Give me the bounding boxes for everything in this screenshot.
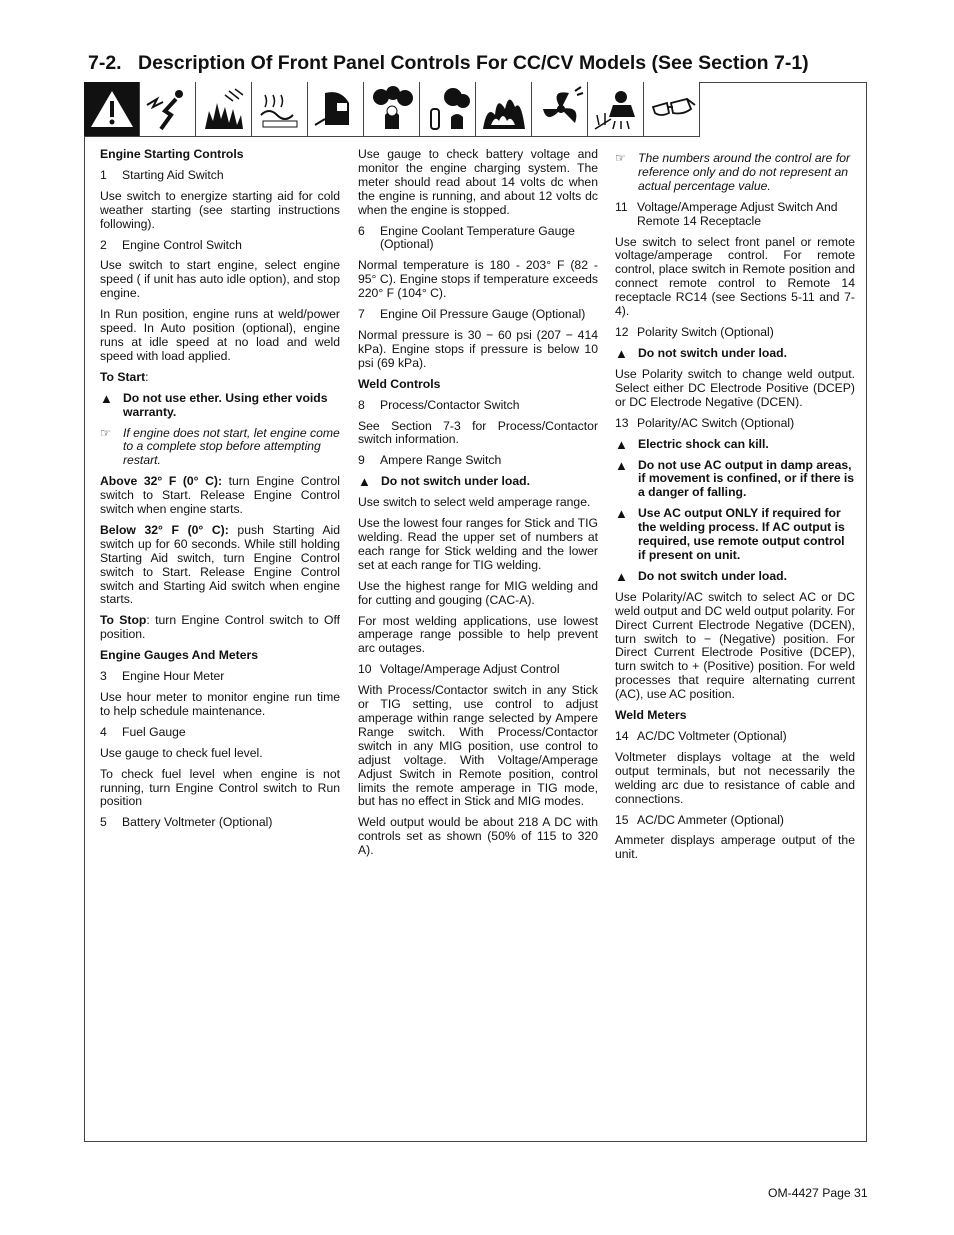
- fan-entanglement-icon: [532, 82, 588, 137]
- control-item-1: [100, 169, 340, 183]
- note-numbers: [615, 152, 855, 194]
- warning-text: Do not switch under load.: [381, 474, 530, 489]
- warning-triangle-icon: ▲: [615, 436, 628, 452]
- warning-triangle-icon: [84, 82, 140, 137]
- section-title: [88, 52, 809, 75]
- item-label: AC/DC Voltmeter (Optional): [637, 729, 787, 743]
- item-number: 2: [100, 237, 107, 252]
- pointing-hand-icon: ☞: [615, 151, 626, 165]
- column-1: [100, 148, 340, 837]
- paragraph: Normal pressure is 30 − 60 psi (207 − 414 kPa). Engine stops if pressure is below 10 psi (69 kPa).: [358, 327, 598, 370]
- to-start-colon: :: [145, 369, 149, 384]
- paragraph-above-32: [100, 475, 340, 517]
- paragraph: Use switch to start engine, select engine speed ( if unit has auto idle option), and stop engine.: [100, 258, 340, 301]
- safety-icon-strip: [84, 82, 700, 138]
- electric-shock-icon: [140, 82, 196, 137]
- below-32-label: Below 32° F (0° C):: [100, 522, 229, 537]
- warning-ac-only: [615, 507, 855, 563]
- paragraph: Use switch to select front panel or remote voltage/amperage control. For remote control, place switch in Remote position and connect remote control to Remote 14 receptacle RC14 (see Sections 5-11 and 7-4).: [615, 234, 855, 319]
- item-label: Fuel Gauge: [122, 724, 186, 739]
- warning-damp: [615, 459, 855, 501]
- item-number: 15: [615, 812, 629, 827]
- item-number: 14: [615, 729, 629, 743]
- item-label: Process/Contactor Switch: [380, 397, 520, 412]
- warning-triangle-icon: ▲: [615, 345, 628, 361]
- paragraph: Weld output would be about 218 A DC with controls set as shown (50% of 115 to 320 A).: [358, 815, 598, 858]
- warning-switch-load: [615, 570, 855, 584]
- flames-icon: [476, 82, 532, 137]
- paragraph: Use Polarity switch to change weld output. Select either DC Electrode Positive (DCEP) or DC Electrode Negative (DCEN).: [615, 366, 855, 409]
- item-label: Ampere Range Switch: [380, 453, 502, 468]
- warning-text: Do not switch under load.: [638, 345, 787, 360]
- paragraph: Use hour meter to monitor engine run time to help schedule maintenance.: [100, 690, 340, 718]
- item-label: Voltage/Amperage Adjust Control: [380, 662, 560, 677]
- note-text: The numbers around the control are for reference only and do not represent an actual percentage value.: [638, 151, 851, 193]
- item-label: Battery Voltmeter (Optional): [122, 815, 273, 830]
- welding-rays-icon: [588, 82, 644, 137]
- below-32-text: push Starting Aid switch up for 60 seconds. While still holding Starting Aid switch, turn Engine Control switch to Start. Release Engine Control switch and Starting Aid switch when engine starts.: [100, 522, 340, 607]
- paragraph: Use the lowest four ranges for Stick and TIG welding. Read the upper set of numbers at each range for Stick welding and the lower set at each range for TIG welding.: [358, 516, 598, 572]
- control-item-2: [100, 239, 340, 253]
- control-item-6: [358, 225, 598, 253]
- warning-ether: [100, 392, 340, 420]
- heading-weld-controls: Weld Controls: [358, 376, 441, 391]
- item-label: Engine Control Switch: [122, 237, 242, 252]
- item-number: 5: [100, 815, 107, 830]
- paragraph: Use gauge to check fuel level.: [100, 745, 263, 760]
- hot-parts-icon: [252, 82, 308, 137]
- item-number: 10: [358, 662, 372, 677]
- item-number: 1: [100, 167, 107, 182]
- item-number: 6: [358, 223, 365, 238]
- item-label: Polarity/AC Switch (Optional): [637, 415, 795, 430]
- warning-triangle-icon: ▲: [358, 474, 371, 490]
- paragraph: For most welding applications, use lowest amperage range possible to help prevent arc outages.: [358, 613, 598, 656]
- welding-helmet-icon: [308, 82, 364, 137]
- paragraph: Use Polarity/AC switch to select AC or DC weld output and DC weld output polarity. For Direct Current Electrode Negative (DCEN), turn switch to − (Negative) position. For Direct Current Electrode Positive (DCEP), turn switch to + (Positive) position. For weld processes that require alternating current (AC), use AC position.: [615, 589, 855, 702]
- warning-switch-load: [615, 347, 855, 361]
- warning-shock: [615, 438, 855, 452]
- control-item-14: [615, 730, 855, 744]
- paragraph-below-32: [100, 524, 340, 607]
- item-number: 8: [358, 397, 365, 412]
- to-stop-text: : turn Engine Control switch to Off position.: [100, 613, 340, 642]
- paragraph: Use switch to energize starting aid for cold weather starting (see starting instructions following).: [100, 188, 340, 231]
- column-2: [358, 148, 598, 865]
- item-label: AC/DC Ammeter (Optional): [637, 812, 784, 827]
- control-item-15: [615, 814, 855, 828]
- paragraph: Use the highest range for MIG welding and for cutting and gouging (CAC-A).: [358, 578, 598, 607]
- warning-text: Use AC output ONLY if required for the welding process. If AC output is required, use remote output control if present on unit.: [638, 506, 845, 562]
- section-number: 7-2.: [88, 52, 122, 74]
- control-item-4: [100, 726, 340, 740]
- item-number: 9: [358, 453, 365, 468]
- paragraph: Voltmeter displays voltage at the weld output terminals, but not necessarily the welding arc due to resistance of cable and connections.: [615, 749, 855, 806]
- fumes-icon: [364, 82, 420, 137]
- warning-text: Electric shock can kill.: [638, 436, 769, 451]
- heading-engine-starting: Engine Starting Controls: [100, 147, 244, 161]
- item-number: 7: [358, 307, 365, 322]
- page-footer: OM-4427 Page 31: [768, 1186, 868, 1200]
- paragraph-to-stop: [100, 614, 340, 642]
- warning-switch-load: [358, 475, 598, 489]
- paragraph: Normal temperature is 180 - 203° F (82 - 95° C). Engine stops if temperature exceeds 220° F (104° C).: [358, 258, 598, 301]
- control-item-11: [615, 201, 855, 229]
- control-item-3: [100, 670, 340, 684]
- item-number: 12: [615, 324, 629, 339]
- item-label: Polarity Switch (Optional): [637, 324, 774, 339]
- control-item-7: [358, 308, 598, 322]
- paragraph: Ammeter displays amperage output of the unit.: [615, 833, 855, 862]
- item-number: 4: [100, 724, 107, 739]
- paragraph: With Process/Contactor switch in any Stick or TIG setting, use control to adjust amperage within range selected by Ampere Range switch. With Process/Contactor switch in any MIG position, use control to adjust voltage. With Voltage/Amperage Adjust Switch in Remote position, control limits the remote amperage in TIG mode, but has no effect in Stick and MIG modes.: [358, 683, 598, 809]
- item-label: Voltage/Amperage Adjust Switch And Remote 14 Receptacle: [637, 199, 838, 228]
- item-number: 3: [100, 669, 107, 684]
- item-number: 13: [615, 415, 629, 430]
- warning-text: Do not use ether. Using ether voids warranty.: [123, 390, 328, 419]
- paragraph: Use switch to select weld amperage range.: [358, 495, 591, 510]
- warning-triangle-icon: ▲: [615, 457, 628, 473]
- safety-glasses-icon: [644, 82, 700, 137]
- control-item-8: [358, 399, 598, 413]
- item-label: Engine Hour Meter: [122, 669, 225, 684]
- gas-cylinder-fumes-icon: [420, 82, 476, 137]
- item-label: Engine Coolant Temperature Gauge (Optional): [380, 223, 575, 252]
- above-32-text: turn Engine Control switch to Start. Release Engine Control switch when engine starts.: [100, 474, 340, 517]
- note-restart: [100, 427, 340, 469]
- item-label: Starting Aid Switch: [122, 167, 224, 182]
- warning-text: Do not use AC output in damp areas, if movement is confined, or if there is a danger of falling.: [638, 457, 855, 500]
- control-item-5: [100, 816, 340, 830]
- to-stop-label: To Stop: [100, 613, 147, 628]
- fire-sparks-icon: [196, 82, 252, 137]
- control-item-13: [615, 417, 855, 431]
- section-heading: Description Of Front Panel Controls For CC/CV Models (See Section 7-1): [138, 52, 809, 74]
- control-item-10: [358, 663, 598, 677]
- paragraph: In Run position, engine runs at weld/power speed. In Auto position (optional), engine runs at idle speed at no load and weld speed with load applied.: [100, 307, 340, 363]
- warning-triangle-icon: ▲: [615, 568, 628, 584]
- pointing-hand-icon: ☞: [100, 425, 111, 440]
- warning-triangle-icon: ▲: [615, 506, 628, 522]
- warning-triangle-icon: ▲: [100, 390, 113, 406]
- to-start-label: To Start: [100, 369, 146, 384]
- paragraph: To check fuel level when engine is not running, turn Engine Control switch to Run position: [100, 766, 340, 809]
- control-item-12: [615, 326, 855, 340]
- paragraph: See Section 7-3 for Process/Contactor switch information.: [358, 418, 598, 447]
- heading-engine-gauges: Engine Gauges And Meters: [100, 648, 259, 663]
- item-number: 11: [615, 199, 628, 214]
- heading-weld-meters: Weld Meters: [615, 708, 687, 723]
- above-32-label: Above 32° F (0° C):: [100, 474, 223, 489]
- paragraph: Use gauge to check battery voltage and monitor the engine charging system. The meter should read about 14 volts dc when the engine is running, and about 12 volts dc when the engine is stopped.: [358, 147, 598, 217]
- item-label: Engine Oil Pressure Gauge (Optional): [380, 307, 586, 322]
- warning-text: Do not switch under load.: [638, 568, 787, 583]
- to-start-heading: [100, 371, 340, 385]
- column-3: [615, 148, 855, 869]
- control-item-9: [358, 454, 598, 468]
- note-text: If engine does not start, let engine come to a complete stop before attempting restart.: [123, 425, 340, 468]
